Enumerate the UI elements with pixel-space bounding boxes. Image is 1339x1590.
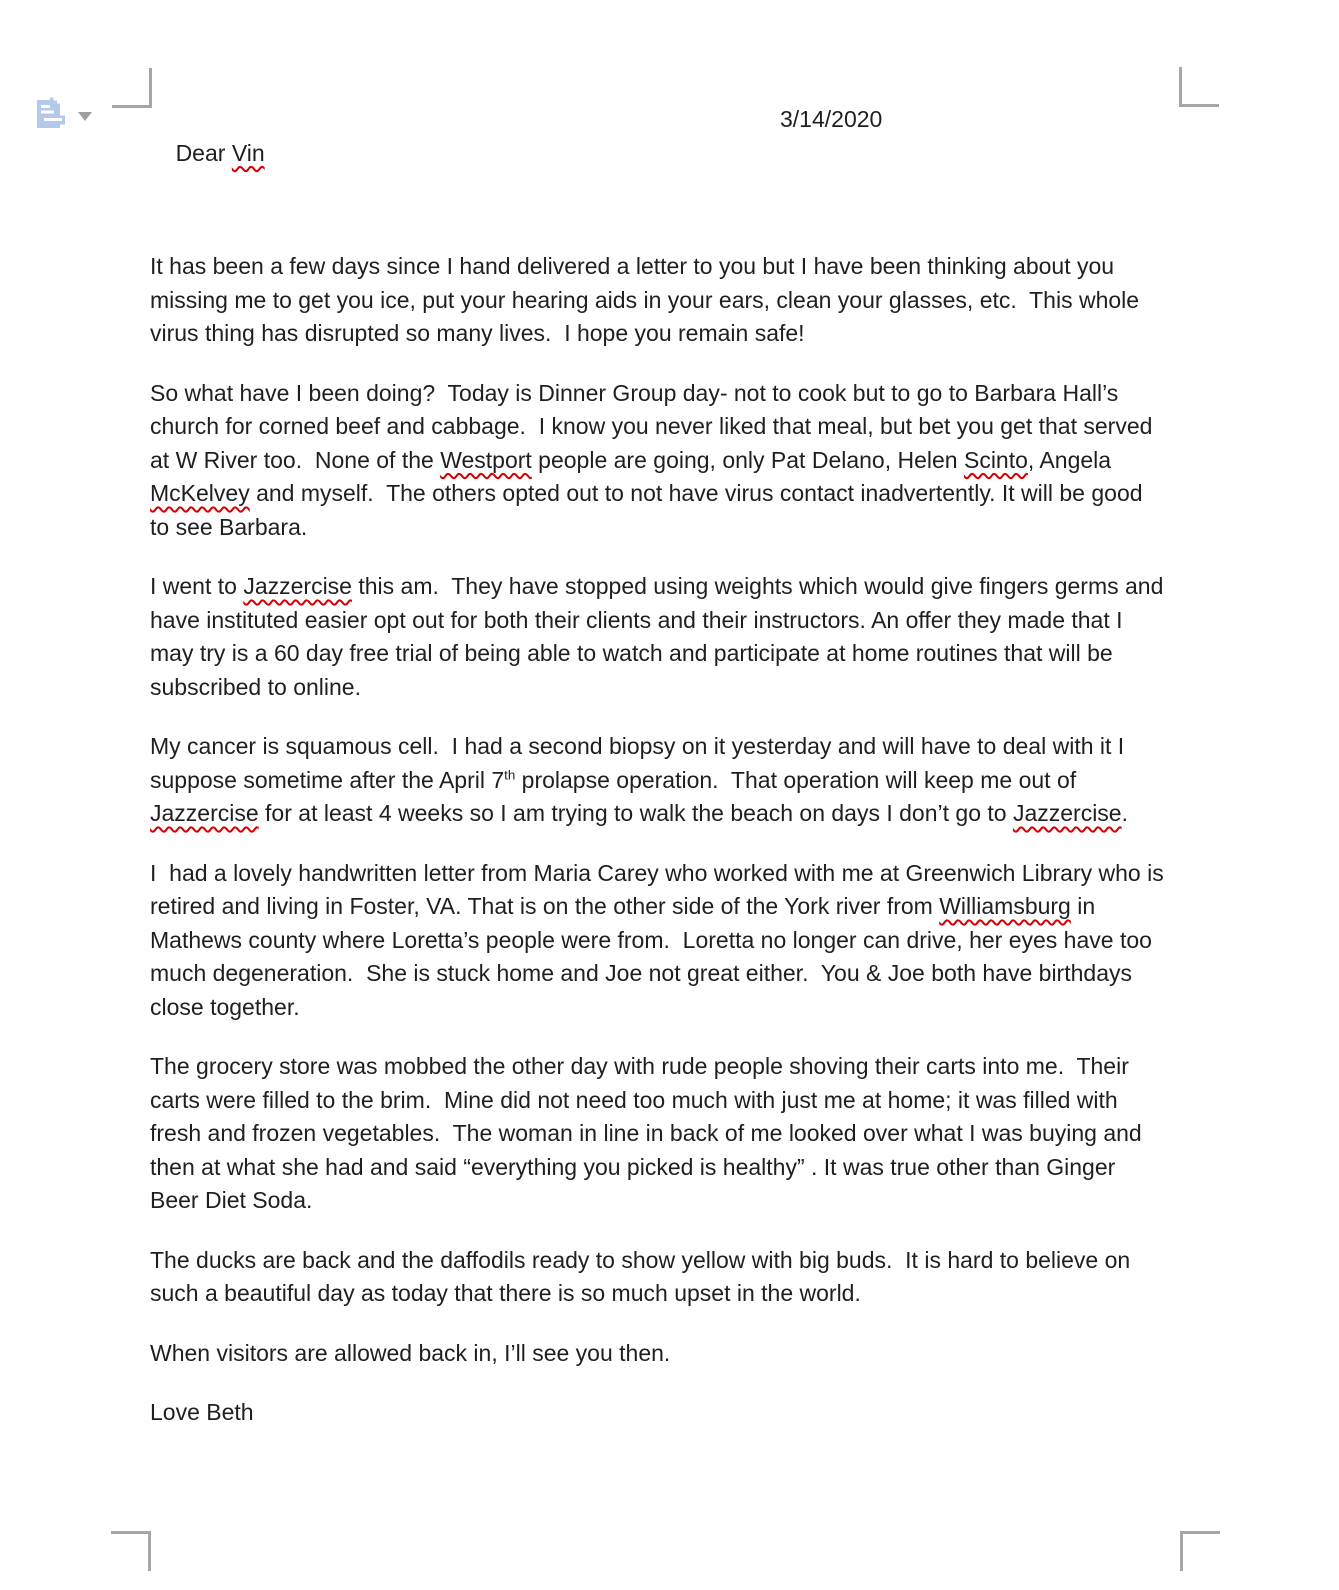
text-run: When visitors are allowed back in, I’ll see you then.: [150, 1339, 671, 1366]
text-run: I had a lovely handwritten letter from Maria Carey who worked with me at Greenwich Library who is retired and living in Foster, VA. That is on the other side of the York river from: [150, 859, 1171, 919]
text-run: .: [1121, 800, 1128, 826]
greeting-row: [150, 103, 1166, 237]
margin-corner-mark-top-right: [1179, 67, 1219, 107]
text-run: The ducks are back and the daffodils ready to show yellow with big buds. It is hard to believe on such a beautiful day as today that there is so much upset in the world.: [150, 1246, 1137, 1306]
text-run: for at least 4 weeks so I am trying to walk the beach on days I don’t go to: [258, 800, 1013, 826]
text-run: in Mathews county where Loretta’s people were from. Loretta no longer can drive, her eyes have too much degeneration. She is stuck home and Joe not great either. You & Joe both have birthdays close together.: [150, 893, 1159, 1020]
text-run: , Angela: [1027, 446, 1118, 473]
margin-corner-mark-top-left: [112, 68, 152, 108]
paragraph: [150, 730, 1166, 831]
misspelled-word: Scinto: [963, 446, 1028, 473]
text-run: It has been a few days since I hand delivered a letter to you but I have been thinking about you missing me to get you ice, put your hearing aids in your ears, clean your glasses, etc. This whole virus thing has disrupted so many lives. I hope you remain safe!: [150, 253, 1146, 346]
text-run: this am. They have stopped using weights which would give fingers germs and have instituted easier opt out for both their clients and their instructors. An offer they made that I may try is a 60 day free trial of being able to watch and participate at home routines that will be subscribed to online.: [150, 573, 1170, 700]
text-run: people are going, only Pat Delano, Helen: [531, 446, 964, 473]
text-run: and myself. The others opted out to not have virus contact inadvertently. It will be good to see Barbara.: [150, 480, 1149, 540]
salutation: [176, 140, 265, 166]
text-run: My cancer is squamous cell. I had a second biopsy on it yesterday and will have to deal with it I suppose sometime after the April 7: [150, 733, 1131, 793]
paragraph: [150, 857, 1171, 1025]
document-thumbnail-icon[interactable]: [34, 96, 68, 132]
misspelled-word: Jazzercise: [1012, 800, 1122, 826]
misspelled-word: Jazzercise: [243, 573, 352, 599]
misspelled-word: Vin: [231, 139, 265, 166]
letter-body: [150, 103, 1171, 1456]
misspelled-word: Westport: [440, 446, 532, 473]
text-run: So what have I been doing? Today is Dinner Group day- not to cook but to go to Barbara Hall’s church for corned beef and cabbage. I know you never liked that meal, but bet you get that served at W River too. None of the: [150, 379, 1159, 473]
text-run: prolapse operation. That operation will keep me out of: [515, 766, 1083, 793]
text-run: I went to: [150, 573, 244, 599]
misspelled-word: McKelvey: [150, 480, 250, 506]
paragraph: [150, 1244, 1166, 1311]
text-run: The grocery store was mobbed the other day with rude people shoving their carts into me. Their carts were filled to the brim. Mine did not need too much with just me at home; it was filled with fresh and frozen vegetables. The woman in line in back of me looked over what I was buying and then at what she had and said “everything you picked is healthy” . It was true other than Ginger Beer Diet Soda.: [150, 1053, 1149, 1213]
paragraph-style-control[interactable]: [34, 96, 94, 134]
paragraph: [150, 570, 1170, 704]
margin-corner-mark-bottom-left: [111, 1531, 151, 1571]
paragraph: [150, 1396, 1166, 1430]
text-run: Love Beth: [150, 1399, 254, 1425]
paragraph: [150, 1050, 1166, 1218]
misspelled-word: Jazzercise: [150, 800, 259, 826]
paragraphs: [150, 250, 1171, 1430]
text-run: Dear: [175, 139, 232, 166]
paragraph: [150, 1337, 1166, 1371]
paragraph: [150, 377, 1166, 545]
chevron-down-icon[interactable]: [78, 112, 92, 121]
letter-date: 3/14/2020: [780, 106, 883, 132]
margin-corner-mark-bottom-right: [1180, 1531, 1220, 1571]
paragraph: [150, 250, 1166, 351]
superscript-text: th: [504, 766, 516, 782]
misspelled-word: Williamsburg: [939, 893, 1071, 919]
